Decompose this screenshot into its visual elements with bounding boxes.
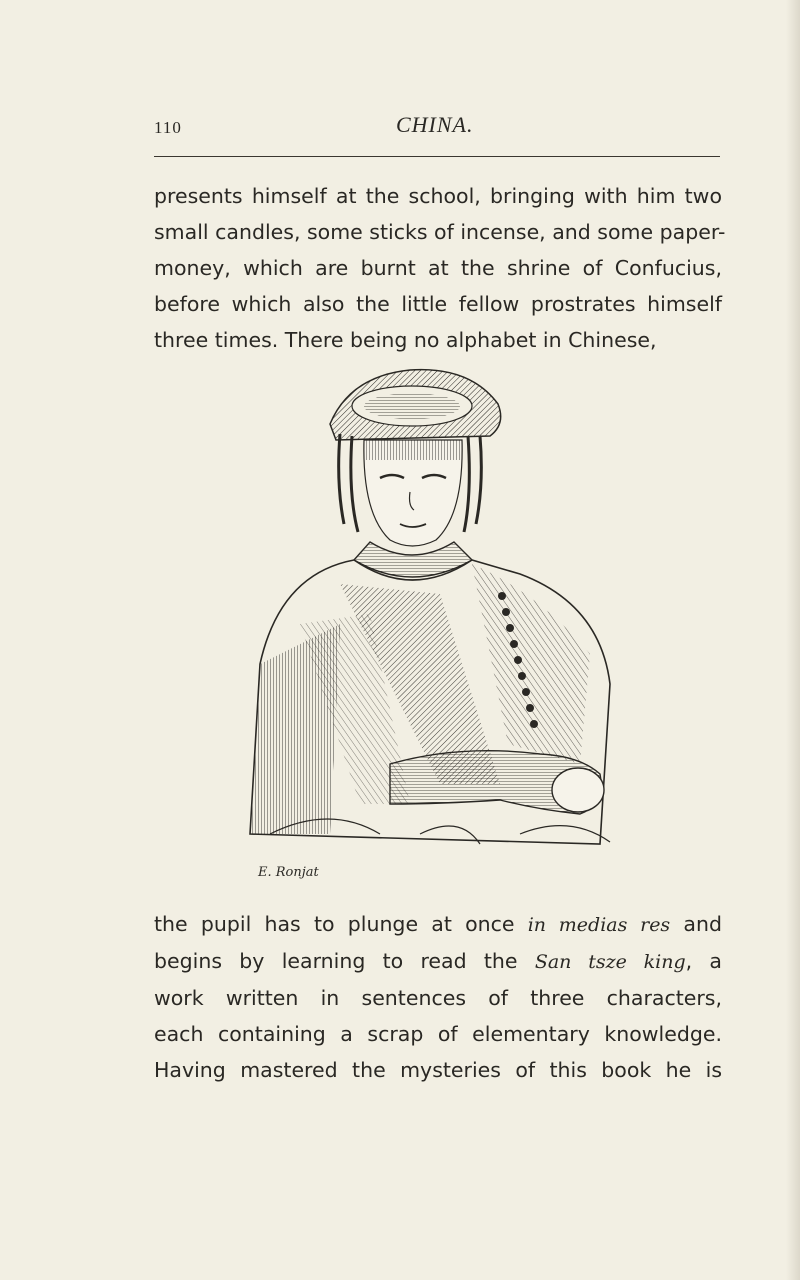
- text-line: each containing a scrap of elementary knowledge.: [154, 1022, 722, 1046]
- text-line: money, which are burnt at the shrine of Confucius,: [154, 256, 722, 280]
- engraving-illustration: [240, 364, 636, 884]
- text-line: small candles, some sticks of incense, and some paper-: [154, 220, 726, 244]
- text-line: presents himself at the school, bringing with him two: [154, 184, 722, 208]
- text-run: , a: [685, 949, 722, 973]
- text-line: work written in sentences of three characters,: [154, 986, 722, 1010]
- text-line: before which also the little fellow prostrates himself: [154, 292, 722, 316]
- text-run: the pupil has to plunge at once: [154, 912, 528, 936]
- italic-title: San tsze king: [534, 951, 686, 973]
- running-title: CHINA.: [396, 112, 474, 137]
- text-run: begins by learning to read the: [154, 949, 535, 973]
- text-line: three times. There being no alphabet in Chinese,: [154, 328, 657, 352]
- child-engraving: [240, 364, 636, 884]
- paragraph-bottom: [154, 906, 722, 1088]
- page-number: 110: [154, 118, 182, 137]
- text-run: and: [670, 912, 722, 936]
- header-rule: [154, 156, 720, 157]
- text-line: [154, 906, 722, 943]
- engraver-signature: E. Ronjat: [258, 865, 319, 880]
- italic-phrase: in medias res: [527, 914, 671, 936]
- text-line: Having mastered the mysteries of this book he is: [154, 1058, 722, 1082]
- page-header: [154, 112, 720, 152]
- paragraph-top: [154, 178, 726, 358]
- text-line: [154, 943, 722, 980]
- page-edge-shadow: [786, 0, 800, 1280]
